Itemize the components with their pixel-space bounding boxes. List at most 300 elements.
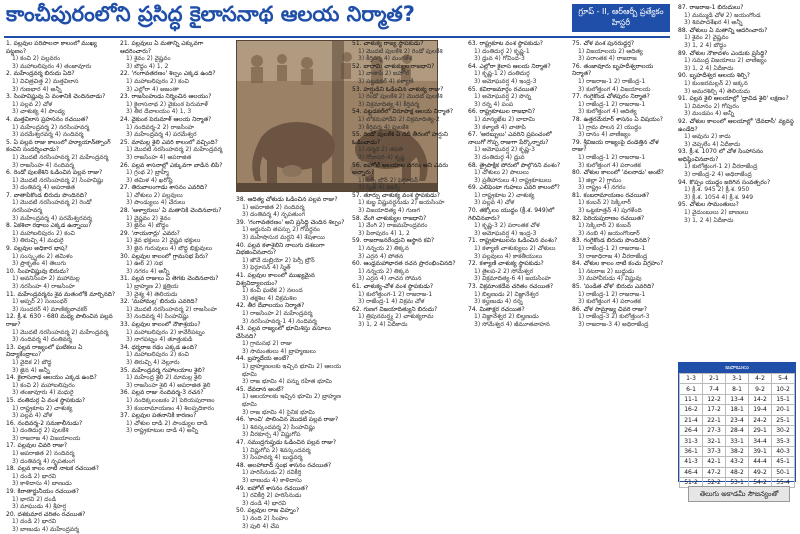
- option-text: 3) రాజ భూమి 4) సైనిక భూమి: [242, 408, 315, 416]
- answer-cell: 55-4: [772, 477, 795, 487]
- option-text: 3) దండి 4) భారవి: [242, 499, 287, 507]
- option-text: 1) నటరాజ 2) బుద్ధుడు: [578, 267, 635, 275]
- answer-key: [678, 362, 796, 487]
- answer-cell: 1-3: [680, 374, 703, 384]
- answer-row: [680, 467, 795, 477]
- question-text: 44. బ్రహ్మదేయ అంటే?: [236, 355, 290, 363]
- answer-cell: 39-1: [749, 446, 772, 456]
- answer-row: [680, 415, 795, 425]
- option-text: 3) ఎర్రన 4) పోతన: [358, 252, 404, 260]
- question-text: 33. పల్లవుల కాలంలో నౌకాశ్రయం?: [120, 320, 201, 328]
- answer-cell: 31-3: [680, 436, 703, 446]
- question-text: 76. తంజావూరు బృహదీశ్వరాలయ నిర్మాత?: [572, 62, 654, 78]
- question-text: 61. చాళుక్య-చోళ వంశ స్థాపకుడు?: [352, 283, 434, 290]
- option-text: 1) అమోఘవర్ష 2) పొన్న: [474, 93, 532, 101]
- answer-cell: 37-3: [703, 446, 726, 456]
- question-text: 45. దేవదాన అంటే?: [236, 385, 284, 393]
- option-text: 1) విజయాలయ 2) ఆదిత్య: [578, 47, 643, 55]
- question-text: 94. కొప్పం యుద్ధం జరిగిన సంవత్సరం?: [678, 178, 771, 186]
- option-text: 3) దంతివర్మ 4) నృపతుంగ: [12, 457, 76, 465]
- option-text: 3) పాండ్యులు 4) చేరులు: [126, 199, 186, 207]
- question-text: 12. క్రీ.శ. 630 - 680 మధ్య పాలించిన పల్లవ రాజు?: [6, 313, 113, 328]
- option-text: 1) దండి 2) భారవి: [12, 472, 57, 480]
- option-text: 3) సింహవర్మ 4) బుద్ధవర్మ: [242, 454, 303, 462]
- answer-row: [680, 446, 795, 456]
- option-text: 1) రాష్ట్రకూట 2) చాళుక్య: [474, 191, 535, 199]
- answer-cell: 13-4: [726, 394, 749, 404]
- option-text: 3) కంబరామాయణం 4) శిలప్పదికారం: [126, 404, 215, 412]
- question-text: 52. బాదామి చాళుక్యుల రాజధాని?: [352, 62, 435, 70]
- option-text: 1) పల్లవ 2) చోళ: [12, 100, 53, 108]
- question-text: 9. పల్లవుల అధికార భాష?: [6, 245, 68, 253]
- option-text: 3) కీర్తివర్మ 4) పులకేశి: [358, 123, 409, 131]
- option-text: 3) 1, 2 4) ఏదీకాదు: [684, 216, 734, 224]
- option-text: 1) కళ్యాణి చాళుక్యులు 2) చోళులు: [474, 245, 556, 253]
- option-text: 1) కులోత్తుంగ-1 2) వీరరాజేంద్ర: [684, 163, 758, 171]
- option-text: 1) రాజసింహ 2) మహేంద్రవర్మ: [242, 309, 313, 317]
- option-text: 3) పల్లవులు 4) కాకతీయులు: [474, 252, 543, 260]
- option-text: 1) రాజరాజ-1 2) రాజేంద్ర-1: [578, 77, 646, 85]
- option-text: 1) నర్మద 2) తపతి: [358, 146, 404, 154]
- option-text: 1) జౌవే దుబ్రియో 2) పెర్సీ బ్రౌన్: [242, 256, 315, 264]
- option-text: 1) కుబ్జ విష్ణువర్ధనుడు 2) జయసింహ: [358, 199, 445, 207]
- answer-cell: 44-4: [749, 457, 772, 467]
- option-text: 1) నంది 2) సింహం: [242, 514, 288, 522]
- answer-cell: 52-2: [703, 477, 726, 487]
- question-text: 23. రాజసింహుడు నిర్మించిన ఆలయం?: [120, 93, 212, 101]
- question-text: 14. కైలాసనాథ ఆలయం ఎక్కడ ఉంది?: [6, 374, 97, 382]
- option-text: 1) పెర్సీ బ్రౌన్ 2) ఫెర్గూసన్: [358, 176, 419, 184]
- question-text: 47. సముద్రగుప్తుడు ఓడించిన పల్లవ రాజు?: [236, 439, 337, 446]
- option-text: 3) విక్రమాదిత్య 4) కీర్తివర్మ: [358, 100, 420, 108]
- option-text: 3) కీర్తివర్మ 4) మంగళేశ: [358, 55, 412, 63]
- question-column-6: [572, 40, 674, 502]
- option-text: 1) కైలాసనాథ 2) వైకుంఠ పెరుమాళ్: [126, 100, 209, 108]
- option-text: 3) దానం 4) వాణిజ్యం: [578, 131, 631, 139]
- option-text: 1) గ్రామసభ 2) రాజు: [242, 340, 292, 348]
- option-text: 3) పల్లవ 4) చోళ: [474, 199, 515, 207]
- option-text: 3) గుణభార 4) అన్నీ: [12, 85, 62, 93]
- answer-row: [680, 436, 795, 446]
- answer-cell: 21-4: [680, 415, 703, 425]
- option-text: 3) శివపాదశేఖర 4) అన్నీ: [684, 19, 743, 27]
- option-text: 1) మహాబలిపురం 2) కంచి: [126, 351, 189, 359]
- option-text: 3) 1, 2 4) ఏదీకాదు: [358, 320, 408, 328]
- section-badge: [572, 4, 670, 32]
- option-text: 3) తిరుచ్చి 4) మధురై: [12, 237, 64, 245]
- question-text: 16. నందివర్మ-2 సమకాలీనుడు?: [6, 419, 83, 427]
- answer-cell: 14-2: [749, 394, 772, 404]
- question-text: 35. మహేంద్రవర్మ గుహాలయాల శైలి?: [120, 366, 205, 374]
- answer-cell: 46-4: [680, 467, 703, 477]
- answer-cell: 7-4: [703, 384, 726, 394]
- answer-cell: 35-3: [772, 436, 795, 446]
- answer-cell: 18-1: [726, 405, 749, 415]
- answer-cell: 11-1: [680, 394, 703, 404]
- answer-cell: 30-2: [772, 425, 795, 435]
- answer-cell: 27-3: [703, 425, 726, 435]
- option-text: 1) గ్రంథ 2) బ్రాహ్మి: [126, 169, 169, 177]
- option-text: 1) దంతిదుర్గ 2) కృష్ణ-1: [474, 47, 530, 55]
- question-text: 85. 'పండిత చోళ' బిరుదు ఎవరిది?: [572, 283, 655, 290]
- option-text: 3) విక్రమాదిత్య-6 4) జయసింహ: [474, 275, 551, 283]
- option-text: 3) విజయాదిత్య 4) గుణగ: [358, 207, 420, 215]
- question-text: 46. 'కాంచి' పాలించిన మొదటి పల్లవ రాజు?: [236, 416, 339, 424]
- option-text: 1) విజ్ఞానేశ్వర 2) బిల్హణుడు: [474, 313, 539, 321]
- option-text: 3) కులోత్తుంగ 4) పరాంతక: [578, 161, 641, 169]
- question-text: 31. పల్లవ రాజులు ఏ తెగకు చెందినవారు?: [120, 275, 219, 283]
- option-text: 1) కుంజరమల్లన్ 2) జక్కన: [684, 79, 748, 87]
- option-text: 3) నరసింహవర్మ-1 4) నందివర్మ: [242, 317, 317, 325]
- option-text: 1) మొదటి నరసింహవర్మ 2) మహేంద్రవర్మ: [126, 146, 223, 154]
- header-rule: [4, 36, 670, 38]
- option-text: 1) శివస్కందవర్మ 2) సింహవిష్ణు: [242, 423, 315, 431]
- option-text: 1) చోళులు 2) పాలులు: [474, 169, 529, 177]
- option-text: 3) పట్టడకల్ 4) కళ్యాణి: [358, 77, 414, 85]
- option-text: 1) కృష్ణ-3 2) పరాంతక చోళ: [474, 222, 540, 230]
- answer-key-table: [679, 373, 795, 488]
- question-text: 28. 'ఆళ్వారులు' ఏ మతానికి చెందినవారు?: [120, 207, 222, 215]
- option-text: 3) అమోఘవర్ష 4) ఇంద్ర-3: [474, 229, 537, 237]
- question-text: 58. వేంగి చాళుక్యుల రాజధాని?: [352, 214, 427, 222]
- answer-cell: 45-1: [772, 457, 795, 467]
- question-text: 3. సింహవిష్ణువు ఏ వంశానికి చెందినవాడు?: [6, 93, 106, 101]
- headline: కాంచీపురంలోని ప్రసిద్ధ కైలాసనాథ ఆలయ నిర్మాత?: [6, 2, 415, 26]
- answer-cell: 38-2: [726, 446, 749, 456]
- question-text: 10. సింహవిష్ణువు బిరుదు?: [6, 267, 69, 275]
- answer-cell: 4-2: [749, 374, 772, 384]
- question-column-7: [678, 4, 796, 358]
- option-text: 3) మహేంద్రవర్మ 4) పరమేశ్వరవర్మ: [12, 214, 92, 222]
- option-text: 1) సెక్కిలార్ 2) కంబన్: [578, 222, 631, 230]
- option-text: 3) మాఘుడు 4) శ్రీహర్ష: [12, 503, 67, 511]
- question-text: 55. రెండో పులకేశి ఏ నదీ తీరంలో హర్షుని ఓడించాడు?: [352, 131, 448, 146]
- answer-cell: 54-2: [749, 477, 772, 487]
- question-text: 27. తిరువాలంగాడు శాసనం ఎవరిది?: [120, 184, 208, 192]
- question-text: 1. పల్లవుల పరిపాలనా కాలంలో ముఖ్య పట్టణం?: [6, 40, 97, 55]
- option-text: 1) దండి 2) భారవి: [12, 518, 57, 526]
- option-text: 3) జైన గురువులు 4) బౌద్ధ భిక్షువులు: [126, 245, 212, 253]
- option-text: 3) చెప్పలేం 4) ఏదీకాదు: [684, 140, 741, 148]
- option-text: 3) ప్రతీహారులు 4) రాష్ట్రకూటులు: [474, 176, 552, 184]
- option-text: 1) వైష్ణవం 2) శైవం: [126, 214, 171, 222]
- question-text: 50. పల్లవుల రాజ చిహ్నం?: [236, 507, 300, 515]
- question-text: 71. రాష్ట్రకూటులను ఓడించిన వంశం?: [468, 237, 558, 245]
- option-text: 3) తిరుచ్చి 4) వెల్లూరు: [126, 358, 180, 366]
- answer-cell: 47-2: [703, 467, 726, 477]
- question-text: 29. 'నాయనార్లు' ఎవరు?: [120, 229, 180, 237]
- option-text: 1) అపరాజిత 2) నందివర్మ: [12, 450, 75, 458]
- option-text: 3) కులోత్తుంగ 4) విజయాలయ: [578, 85, 651, 93]
- answer-cell: 2-1: [703, 374, 726, 384]
- answer-cell: 16-2: [680, 405, 703, 415]
- question-column-1: [6, 40, 116, 533]
- option-text: 3) తక్షశిల 4) విక్రమశిల: [242, 294, 297, 302]
- question-text: 83. గంగైకొండ బిరుదు పొందినది?: [572, 237, 651, 245]
- answer-cell: 25-1: [772, 415, 795, 425]
- option-text: 1) నందిక్కలంబకం 2) పెరియపురాణం: [126, 396, 215, 404]
- option-text: 1) లోకమహాదేవి 2) విక్రమాదిత్య-2: [358, 115, 440, 123]
- question-text: 59. రాజరాజనరేంద్రుని ఆస్థాన కవి?: [352, 237, 435, 245]
- question-text: 75. చోళ వంశ పునరుద్ధర్త?: [572, 40, 635, 47]
- question-text: 57. తూర్పు చాళుక్య వంశ స్థాపకుడు?: [352, 191, 440, 199]
- option-text: 1) శైవం 2) వైష్ణవం: [684, 34, 729, 42]
- question-text: 79. శ్రీవిజయ రాజ్యంపై దండెత్తిన చోళ రాజు?: [572, 138, 659, 154]
- answer-cell: 6-1: [680, 384, 703, 394]
- option-text: 3) పులి 4) చేప: [242, 522, 280, 530]
- option-text: 3) తంజావూరు 4) మధురై: [12, 389, 74, 397]
- option-text: 3) ఫెర్గూసన్ 4) స్మిత్: [242, 264, 291, 272]
- question-text: 88. చోళులు ఏ మతాన్ని ఆదరించారు?: [678, 26, 768, 34]
- option-text: 3) రాజసింహ 4) నందివర్మ: [12, 161, 75, 169]
- option-text: 1) గ్రామ పాలన 2) యుద్ధం: [578, 123, 642, 131]
- option-text: 3) ఎర్రన 4) నాచన సోమన: [358, 275, 422, 283]
- option-text: 1) బిల్హణుడు 2) విజ్ఞానేశ్వర: [474, 290, 539, 298]
- question-text: 86. చోళ సామ్రాజ్య చివరి రాజు?: [572, 305, 647, 313]
- answer-cell: 34-4: [749, 436, 772, 446]
- option-text: 3) కాళిదాసు 4) బాణుడు: [12, 480, 72, 488]
- option-text: 3) నందివర్మ 4) దంతివర్మ: [12, 336, 72, 344]
- option-text: 3) రాజసింహ శైలి 4) అపరాజిత శైలి: [126, 381, 211, 389]
- answer-cell: 12-2: [703, 394, 726, 404]
- answer-cell: 8-1: [726, 384, 749, 394]
- option-text: 1) రాజేంద్ర-1 2) రాజరాజ-1: [578, 290, 646, 298]
- answer-cell: 24-2: [749, 415, 772, 425]
- answer-cell: 20-1: [772, 405, 795, 415]
- option-text: 1) కంచి 2) పల్లవరం: [12, 55, 61, 63]
- option-text: 3) మహావీరుడు 4) విష్ణువు: [578, 275, 642, 283]
- question-text: 8. ఏకశిలా రథాలు ఎక్కడ ఉన్నాయి?: [6, 222, 92, 230]
- option-text: 3) సుందరర్ 4) మాణిక్యవాచకర్: [12, 305, 88, 313]
- answer-cell: 40-3: [772, 446, 795, 456]
- option-text: 3) బౌద్ధం 4) 1, 2: [126, 62, 169, 70]
- question-text: 80. చోళుల కాలంలో 'వలనాడు' అంటే?: [572, 169, 664, 177]
- option-text: 3) సామంతులు 4) బ్రాహ్మణులు: [242, 347, 316, 355]
- option-text: 3) మహేంద్రవర్మ 4) పరమేశ్వర: [126, 131, 197, 139]
- question-text: 41. పల్లవుల కాలంలో ముఖ్యమైన విశ్వవిద్యాలయం?: [236, 271, 315, 287]
- option-text: 1) చోళులు 2) పల్లవులు: [126, 191, 183, 199]
- option-text: 3) రాజేంద్ర-1 4) విక్రమ చోళ: [358, 298, 425, 306]
- option-text: 1) రాజేంద్ర-3 2) కులోత్తుంగ-3: [578, 313, 650, 321]
- option-text: 1) విష్ణుగోప 2) శివస్కందవర్మ: [242, 446, 311, 454]
- option-text: 1) మొదటి నరసింహవర్మ 2) సింహవిష్ణు: [12, 176, 104, 184]
- option-text: 3) దంతివర్మ 4) అపరాజిత: [12, 184, 75, 192]
- question-text: 56. ఐహోల్ ఆలయాల నగరం అని ఎవరు అన్నారు?: [352, 161, 449, 177]
- question-text: 18. పల్లవ కాలం నాటి నాటక రచయిత?: [6, 465, 99, 473]
- question-text: 2. మహేంద్రవర్మ బిరుదు ఏది?: [6, 70, 75, 78]
- option-text: 3) దంతివర్మ 4) నృపతుంగ: [242, 211, 306, 219]
- badge-line-2: హిస్టరీ: [611, 18, 631, 27]
- source-credit: తెలుగు అకాడమీ సౌజన్యంతో: [688, 486, 790, 502]
- question-text: 13. పల్లవ రాజ్యంలో ఘటికలు ఏ విద్యాకేంద్రాలు?: [6, 343, 83, 359]
- question-text: 90. బృహదీశ్వర ఆలయ శిల్పి?: [678, 72, 750, 80]
- question-text: 95. చోళుల సామంతులు?: [678, 201, 739, 209]
- answer-row: [680, 394, 795, 404]
- option-text: 1) మొదటి నరసింహవర్మ 2) రెండో నరసింహవర్మ: [12, 199, 92, 215]
- question-text: 26. పల్లవ శాసనాల్లో ఎక్కువగా వాడిన లిపి?: [120, 161, 223, 169]
- question-text: 78. ఉత్తరమేరూర్ శాసనం ఏ విషయం?: [572, 115, 663, 123]
- option-text: 1) బ్రాహ్మణ 2) క్షత్రియ: [126, 283, 179, 290]
- option-text: 1) భారవి 2) దండి: [12, 495, 57, 503]
- option-text: 3) 1, 2 4) ఏదీకాదు: [684, 64, 734, 72]
- option-text: 3) రాజసింహ 4) అపరాజిత: [126, 153, 192, 161]
- answer-cell: 3-1: [726, 374, 749, 384]
- question-text: 69. ఎలిఫెంటా గుహలు ఎవరి కాలంలో?: [468, 184, 560, 192]
- option-text: 1) వేంగి 2) రాజమహేంద్రవరం: [358, 222, 428, 230]
- question-text: 84. చోళుల కాలం నాటి కంచు విగ్రహం?: [572, 260, 664, 268]
- option-text: 3) వీరకూర్చ 4) విష్ణుగోప: [242, 431, 301, 439]
- question-text: 87. రాజరాజ-1 బిరుదులు?: [678, 4, 744, 11]
- option-text: 1) అప్పర్ 2) సంబంధర్: [12, 298, 68, 306]
- answer-cell: 29-1: [749, 425, 772, 435]
- option-text: 1) తైలప-2 2) సోమేశ్వర: [474, 267, 534, 275]
- question-text: 11. మహేంద్రవర్మను శైవ మతంలోకి మార్చినది?: [6, 290, 116, 298]
- option-text: 1) విచిత్రచిత్త 2) మత్తవిలాస: [12, 77, 79, 85]
- answer-cell: 53-1: [726, 477, 749, 487]
- option-text: 3) పల్లవ 4) చోళ: [12, 412, 53, 420]
- option-text: 3) తీర దేవాలయం 4) 1, 3: [126, 108, 192, 116]
- option-text: 1) హరిసేనుడు 2) రవికీర్తి: [242, 469, 302, 477]
- question-text: 73. విక్రమాంకదేవ చరితం రచయిత?: [468, 283, 554, 290]
- question-text: 42. తీర దేవాలయం నిర్మాత?: [236, 302, 305, 310]
- answer-cell: 26-4: [680, 425, 703, 435]
- option-text: 1) సముద్ర విజయాలు 2) వాణిజ్యం: [684, 57, 767, 65]
- answer-cell: 32-1: [703, 436, 726, 446]
- option-text: 1) వైదిక 2) బౌద్ధ: [12, 358, 52, 366]
- question-text: 5. ఏ పల్లవ రాజు కాలంలో హ్యూయాన్‌త్సాంగ్ కంచిని సందర్శించాడు?: [6, 138, 111, 154]
- option-text: 3) అమోఘవర్ష 4) ఇంద్ర-3: [474, 77, 537, 85]
- option-text: 3) స్మిత్ 4) కజిన్స్: [358, 184, 401, 192]
- question-text: 48. అలహాబాద్ స్తంభ శాసనం రచయిత?: [236, 461, 332, 469]
- option-text: 1) కులోత్తుంగ-1 2) రాజరాజ-1: [358, 290, 433, 298]
- option-text: 3) చాళుక్య 4) పాండ్య: [12, 108, 65, 116]
- option-text: 1) కంచి ఘటిక 2) నలంద: [242, 287, 303, 295]
- option-text: 3) నాగపట్నం 4) తూత్తుకుడి: [126, 336, 193, 344]
- option-text: 3) గోదావరి 4) కృష్ణ: [358, 153, 405, 161]
- option-text: 1) రాజేంద్ర-1 2) రాజరాజ-1: [578, 100, 646, 108]
- option-text: 1) మహాబలిపురం 2) కంచి: [126, 77, 189, 85]
- question-text: 89. చోళుల నౌకాదళం ఎందుకు ప్రసిద్ధి?: [678, 49, 768, 57]
- option-text: 3) బాణుడు 4) మహేంద్రవర్మ: [12, 526, 79, 533]
- badge-line-1: గ్రూప్ - II, ఆర్ఆర్బీ ప్రత్యేకం: [578, 7, 664, 16]
- answer-row: [680, 374, 795, 384]
- question-text: 49. ఐహోల్ శాసనం రచయిత?: [236, 484, 309, 492]
- option-text: 3) నందివర్మ 4) సింహవిష్ణు: [126, 313, 189, 321]
- option-text: 1) శైవం 2) వైష్ణవం: [126, 55, 171, 63]
- option-text: 3) 1, 2 4) బౌద్ధం: [684, 41, 727, 49]
- answer-cell: 49-2: [749, 467, 772, 477]
- option-text: 1) ఆలయాలకు ఇచ్చిన భూమి 2) బ్రాహ్మణ భూమి: [242, 393, 341, 409]
- option-text: 1) అవును 2) కాదు: [684, 133, 731, 141]
- question-text: 39. 'గంగావతరణం' అని ప్రసిద్ధి చెందిన శిల్పం?: [236, 218, 345, 226]
- answer-cell: 36-1: [680, 446, 703, 456]
- option-text: 3) రాష్ట్రం 4) నగరం: [578, 184, 626, 192]
- question-text: 34. ధర్మరాజ రథం ఎక్కడ ఉంది?: [120, 343, 198, 351]
- option-text: 3) నగరం 4) అన్నీ: [126, 267, 170, 275]
- option-text: 3) మహిషాసుర మర్దని 4) శేషశాయి: [242, 233, 325, 241]
- option-text: 1) జిల్లా 2) గ్రామం: [578, 176, 622, 184]
- answer-cell: 23-4: [726, 415, 749, 425]
- option-text: 3) నంబి 4) జయంగొండార్: [578, 229, 640, 237]
- option-text: 3) నరసింహ 4) రాజసింహ: [12, 283, 75, 290]
- answer-cell: 28-4: [726, 425, 749, 435]
- option-text: 1) వాతాపి 2) ఐహోల్: [358, 70, 410, 78]
- option-text: 1) త్రిపురమర్త్య 2) చాళుక్యరామ: [358, 313, 434, 321]
- question-text: 6. రెండో పులకేశిని ఓడించిన పల్లవ రాజు?: [6, 169, 103, 177]
- answer-row: [680, 384, 795, 394]
- option-text: 3) జైన 4) అన్నీ: [12, 366, 50, 374]
- question-text: 64. ఎల్లోరా కైలాస ఆలయ నిర్మాత?: [468, 62, 551, 70]
- option-text: 3) సోమేశ్వర 4) జీమూతవాహన: [474, 320, 550, 328]
- option-text: 3) కులోత్తుంగ 4) ఆదిత్య: [578, 108, 637, 116]
- question-text: 4. మత్తవిలాస ప్రహసనం రచయిత?: [6, 115, 89, 123]
- option-text: 3) రన్న 4) పంప: [474, 100, 514, 108]
- option-text: 3) రాజేంద్ర-2 4) అధిరాజేంద్ర: [684, 171, 752, 179]
- answer-cell: 19-4: [749, 405, 772, 415]
- answer-cell: 5-4: [772, 374, 795, 384]
- option-text: 3) ఒట్టకూత్తన్ 4) పుగళేంది: [578, 207, 642, 215]
- answer-key-title: జవాబులు: [679, 363, 795, 373]
- answer-row: [680, 457, 795, 467]
- option-text: 3) రాష్ట్రకూటుల దాడి 4) అన్నీ: [126, 427, 198, 435]
- option-text: 3) ప్రాకృతం 4) తెలుగు: [12, 260, 67, 268]
- option-text: 3) రాజరాజ-3 4) అధిరాజేంద్ర: [578, 320, 649, 328]
- answer-cell: 33-1: [726, 436, 749, 446]
- option-text: 3) ధ్రువ 4) గోవింద-3: [474, 55, 525, 63]
- option-text: 3) పిఠాపురం 4) 1, 2: [358, 229, 410, 237]
- option-text: 1) శైవ భక్తులు 2) వైష్ణవ భక్తులు: [126, 237, 201, 245]
- option-text: 1) సంస్కృతం 2) తమిళం: [12, 252, 73, 260]
- question-text: 43. పల్లవ రాజ్యంలో భూమిశిస్తు వసూలు చేసినది?: [236, 325, 331, 340]
- option-text: 1) కంచి 2) మహాబలిపురం: [12, 381, 75, 389]
- question-text: 92. చోళుల కాలంలో ఆలయాల్లో 'దేవదాసీ' వ్యవస్థ ఉండేది?: [678, 117, 794, 133]
- question-text: 36. పల్లవ రాజు నందివర్మ-3 రచన?: [120, 389, 204, 397]
- question-text: 32. 'మహామల్ల' బిరుదు ఎవరిది?: [120, 298, 198, 306]
- option-text: 3) అమరశిల్పి 4) తెలియదు: [684, 87, 750, 95]
- option-text: 1) రెండో పులకేశి 2) మొదటి పులకేశి: [358, 93, 443, 101]
- answer-cell: 41-3: [680, 457, 703, 467]
- question-text: 38. ఆదిత్య చోళుడు ఓడించిన పల్లవ రాజు?: [236, 196, 338, 203]
- option-text: 1) కంబన్ 2) సెక్కిలార్: [578, 199, 631, 207]
- option-text: 3) పరాంతక 4) రాజరాజ: [578, 55, 637, 63]
- question-column-2: [120, 40, 232, 502]
- question-text: 17. పల్లవుల చివరి రాజు?: [6, 442, 68, 450]
- answer-cell: 43-2: [726, 457, 749, 467]
- option-text: 1) నన్నయ 2) తిక్కన: [358, 267, 409, 275]
- option-text: 1) మాన్యఖేట 2) బాదామి: [474, 115, 536, 123]
- option-text: 3) రాజాధిరాజ 4) వీరరాజేంద్ర: [578, 252, 648, 260]
- question-text: 66. రాష్ట్రకూటుల రాజధాని?: [468, 108, 536, 116]
- question-text: 60. ఆంధ్రమహాభారత రచన ప్రారంభించినది?: [352, 260, 456, 268]
- answer-cell: 22-1: [703, 415, 726, 425]
- question-text: 93. క్రీ.శ. 1070 లో చోళ సింహాసనం అధిష్ఠించినవారు?: [678, 148, 764, 163]
- option-text: 3) వైశ్య 4) తెలియదు: [126, 290, 178, 298]
- question-text: 21. పల్లవులు ఏ మతాన్ని ఎక్కువగా ఆదరించారు?: [120, 40, 204, 55]
- option-text: 3) పరమేశ్వరవర్మ 4) నందివర్మ: [12, 131, 84, 139]
- question-text: 37. పల్లవుల పతనానికి కారణం?: [120, 412, 197, 420]
- option-text: 1) అర్జునుని తపస్సు 2) గోవర్ధనం: [242, 226, 320, 234]
- option-text: 1) రాజేంద్ర-1 2) రాజరాజ-1: [578, 153, 646, 161]
- question-text: 22. 'గంగావతరణం' శిల్పం ఎక్కడ ఉంది?: [120, 70, 216, 78]
- option-text: 1) దంతిదుర్గ 2) పులకేశి: [12, 427, 69, 435]
- question-text: 25. మామల్ల శైలి ఎవరి కాలంలో వచ్చింది?: [120, 138, 218, 146]
- question-text: 67. 'అరబ్బులు' ఎవరిని ప్రపంచంలో నాలుగో గొప్ప రాజుగా పేర్కొన్నారు?: [468, 131, 552, 146]
- option-text: 1) వైదుంబులు 2) బాణులు: [684, 209, 749, 217]
- option-text: 1) రవికీర్తి 2) హరిసేనుడు: [242, 492, 302, 500]
- option-text: 3) కళ్యాణి 4) వాతాపి: [474, 123, 526, 131]
- question-text: 7. వాతాపికొండ బిరుదు పొందినది?: [6, 191, 88, 199]
- option-text: 1) అవనిసింహ 2) మహామల్ల: [12, 275, 80, 283]
